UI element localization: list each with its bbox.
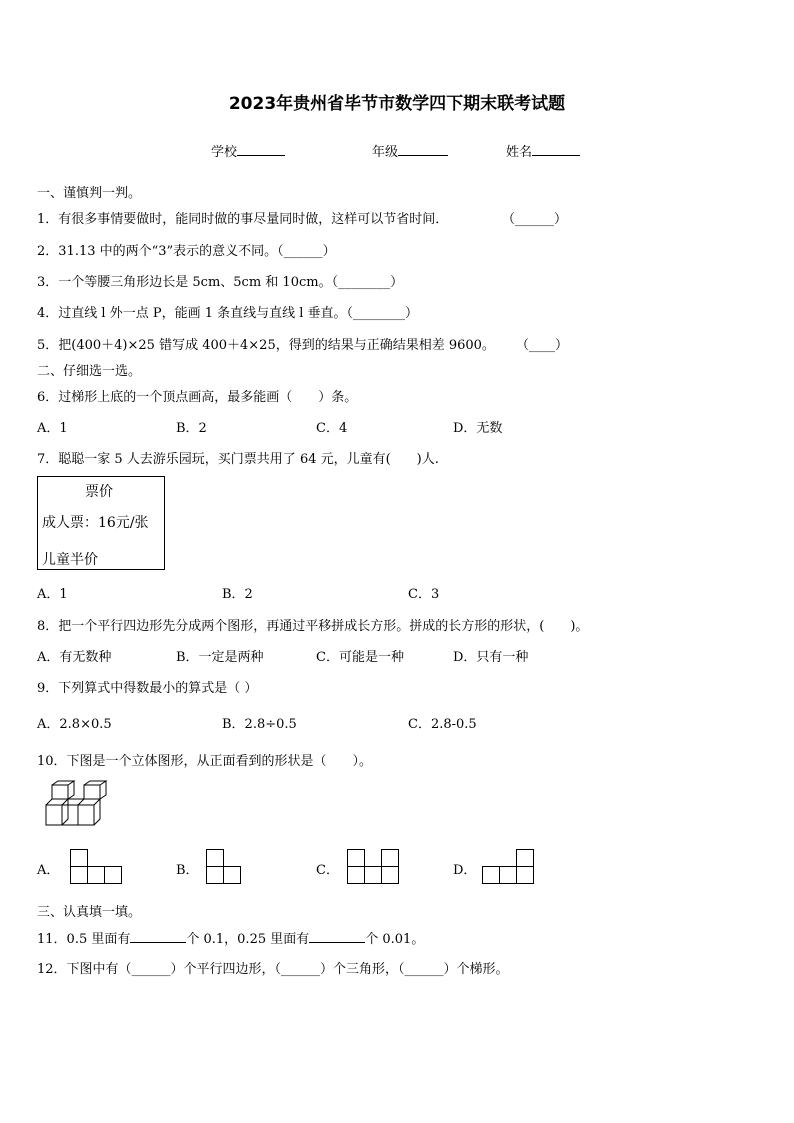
option-b-view-figure [206,849,242,885]
question-1-answer-blank: （______） [502,212,568,227]
question-9-option-c: C．2.8-0.5 [408,717,477,732]
section-heading-3: 三、认真填一填。 [37,905,142,920]
ticket-child-price: 儿童半价 [42,552,98,568]
question-7: 7．聪聪一家 5 人去游乐园玩，买门票共用了 64 元，儿童有( )人. [37,452,439,467]
ticket-adult-price: 成人票：16元/张 [42,515,149,531]
ticket-price-box [37,476,165,570]
question-8-option-a: A．有无数种 [37,650,112,665]
school-blank [237,143,285,156]
question-7-option-a: A．1 [37,587,68,602]
question-9: 9．下列算式中得数最小的算式是（ ） [37,681,258,696]
question-9-option-b: B．2.8÷0.5 [222,717,297,732]
question-6-option-c: C．4 [316,421,348,436]
question-2: 2．31.13 中的两个“3”表示的意义不同。（______） [37,244,336,259]
question-8: 8．把一个平行四边形先分成两个图形，再通过平移拼成长方形。拼成的长方形的形状，( )。 [37,619,589,634]
question-5: 5．把(400＋4)×25 错写成 400＋4×25，得到的结果与正确结果相差 9600。 [37,338,495,353]
option-d-view-figure [482,849,534,885]
name-blank [532,143,580,156]
section-heading-2: 二、仔细选一选。 [37,364,142,379]
question-6-option-b: B．2 [176,421,207,436]
page-title: 2023年贵州省毕节市数学四下期末联考试题 [228,94,566,114]
grade-label: 年级 [372,145,399,160]
question-9-option-a: A．2.8×0.5 [37,717,112,732]
question-6: 6．过梯形上底的一个顶点画高，最多能画（ ）条。 [37,390,358,405]
cube-stack-figure [44,781,110,829]
question-10: 10．下图是一个立体图形，从正面看到的形状是（ ）。 [37,754,373,769]
question-8-option-c: C．可能是一种 [316,650,404,665]
question-5-answer-blank: （____） [516,338,569,353]
question-11-blank-1 [130,930,186,943]
option-c-view-figure [347,849,399,885]
question-3: 3．一个等腰三角形边长是 5cm、5cm 和 10cm。（________） [37,275,404,290]
question-6-option-d: D．无数 [453,421,503,436]
name-field [506,141,580,160]
question-10-option-a: A． [37,863,60,878]
section-heading-1: 一、谨慎判一判。 [37,186,142,201]
option-a-view-figure [70,849,122,885]
question-11 [37,928,424,947]
question-10-option-d: D． [453,863,477,878]
question-11-part-3: 个 0.01。 [365,932,425,947]
question-8-option-b: B．一定是两种 [176,650,264,665]
name-label: 姓名 [506,145,533,160]
question-6-option-a: A．1 [37,421,68,436]
question-11-part-2: 个 0.1，0.25 里面有 [186,932,310,947]
question-11-part-1: 11．0.5 里面有 [37,932,131,947]
grade-field [372,141,448,160]
question-4: 4．过直线 l 外一点 P，能画 1 条直线与直线 l 垂直。（________） [37,306,419,321]
question-8-option-d: D．只有一种 [453,650,529,665]
question-10-option-b: B． [176,863,199,878]
ticket-heading: 票价 [85,484,113,500]
question-12: 12．下图中有（______）个平行四边形，（______）个三角形，（______）个梯形。 [37,962,509,977]
question-7-option-c: C．3 [408,587,440,602]
question-10-option-c: C． [316,863,339,878]
school-label: 学校 [211,145,238,160]
grade-blank [398,143,448,156]
question-1: 1．有很多事情要做时，能同时做的事尽量同时做，这样可以节省时间． [37,212,449,227]
question-11-blank-2 [309,930,365,943]
school-field [211,141,285,160]
question-7-option-b: B．2 [222,587,253,602]
